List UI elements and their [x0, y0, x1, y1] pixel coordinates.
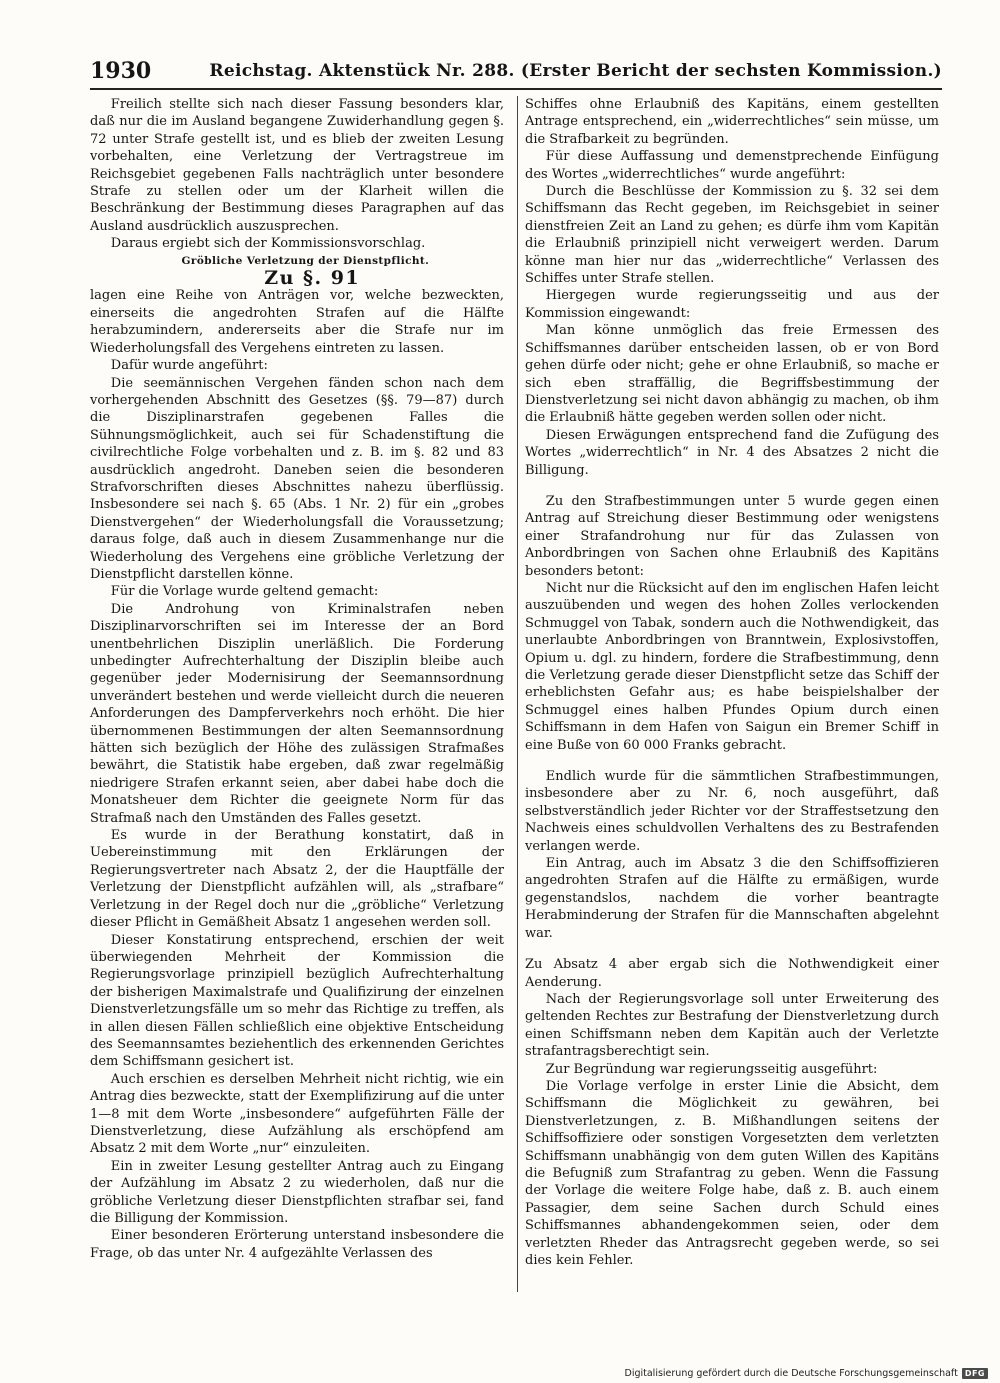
paragraph: Auch erschien es derselben Mehrheit nicht richtig, wie ein Antrag dies bezweckte, statt der Exemplifizirung auf die unter 1—8 mit dem Worte „insbesondere“ aufgeführten Fälle der Dienstverletzung, diese Aufzählung als erschöpfend am Absatz 2 mit dem Worte „nur“ einzuleiten.: [90, 1071, 504, 1157]
paragraph: Zu den Strafbestimmungen unter 5 wurde gegen einen Antrag auf Streichung dieser Bestimmung oder wenigstens einer Strafandrohung nur für das Zulassen von Anbordbringen von Sachen ohne Erlaubniß des Kapitäns besonders betont:: [525, 493, 939, 579]
paragraph: lagen eine Reihe von Anträgen vor, welche bezweckten, einerseits die angedrohten Strafen auf die Hälfte herabzumindern, andererseits aber die Strafe nur im Wiederholungsfall des Vergehens eintreten zu lassen.: [90, 288, 504, 356]
paragraph: Dafür wurde angeführt:: [110, 358, 268, 374]
left-column: [90, 96, 504, 1262]
paragraph: Ein Antrag, auch im Absatz 3 die den Schiffsoffizieren angedrohten Strafen auf die Hälfte zu ermäßigen, wurde gegenstandslos, nachdem die vorher beantragte Herabminderung der Strafen für die Mannschaften abgelehnt war.: [525, 856, 939, 941]
paragraph: Dieser Konstatirung entsprechend, erschien der weit überwiegenden Mehrheit der Kommission die Regierungsvorlage prinzipiell bezüglich Aufrechterhaltung der bisherigen Maximalstrafe und Qualifizirung der einzelnen Dienstverletzungsfälle um so mehr das Richtige zu treffen, als in allen diesen Fällen schließlich eine objektive Entscheidung des Seemannsamtes beziehentlich des erkennenden Gerichtes dem Schiffsmann gesichert ist.: [90, 932, 504, 1070]
paragraph: Daraus ergiebt sich der Kommissionsvorschlag.: [110, 236, 426, 252]
paragraph: Zur Begründung war regierungsseitig ausgeführt:: [545, 1061, 878, 1077]
column-divider: [517, 96, 518, 1292]
paragraph: Ein in zweiter Lesung gestellter Antrag auch zu Eingang der Aufzählung im Absatz 2 zu wiederholen, daß nur die gröbliche Verletzung dieser Dienstpflichten strafbar sei, fand die Billigung der Kommission.: [90, 1158, 504, 1226]
paragraph: Man könne unmöglich das freie Ermessen des Schiffsmannes darüber entscheiden lassen, ob er von Bord gehen dürfe oder nicht; gehe er ohne Erlaubniß, so mache er sich eben straffällig, die Begriffsbestimmung der Dienstverletzung sei nicht davon abhängig zu machen, ob ihm die Erlaubniß hätte gegeben werden sollen oder nicht.: [525, 323, 939, 426]
paragraph: Für die Vorlage wurde geltend gemacht:: [110, 584, 379, 600]
paragraph: Zu Absatz 4 aber ergab sich die Nothwendigkeit einer Aenderung.: [525, 957, 939, 990]
paragraph: Die Androhung von Kriminalstrafen neben Disziplinarvorschriften sei im Interesse der an Bord unentbehrlichen Disziplin unerläßlich. Die Forderung unbedingter Aufrechterhaltung der Disziplin bleibe auch gegenüber jeder Modernisirung der Seemannsordnung unverändert bestehen und werde vielleicht durch die neueren Anforderungen des Dampferverkehrs noch erhöht. Die hier übernommenen Bestimmungen der alten Seemannsordnung hätten sich bezüglich der Höhe des zulässigen Strafmaßes bewährt, die Statistik habe ergeben, daß zwar regelmäßig niedrigere Strafen erkannt seien, aber dabei habe doch die Monatsheuer dem Richter die geeignete Norm für das Strafmaß nach den Umständen des Falles gesetzt.: [90, 601, 504, 826]
digitization-footer: [625, 1366, 988, 1380]
paragraph: Durch die Beschlüsse der Kommission zu §. 32 sei dem Schiffsmann das Recht gegeben, im Reichsgebiet in seiner dienstfreien Zeit an Land zu gehen; es dürfe ihm vom Kapitän die Erlaubniß prinzipiell nicht verweigert werden. Darum könne man hier nur das „widerrechtliche“ Verlassen des Schiffes unter Strafe stellen.: [525, 184, 939, 287]
paragraph: Freilich stellte sich nach dieser Fassung besonders klar, daß nur die im Ausland begangene Zuwiderhandlung gegen §. 72 unter Strafe gestellt ist, und es blieb der zweiten Lesung vorbehalten, eine Verletzung der Vertragstreue im Reichsgebiet gegebenen Falls nachträglich unter besondere Strafe zu stellen oder um der Klarheit willen die Beschränkung der Bestimmung dieses Paragraphen auf das Ausland ausdrücklich auszusprechen.: [90, 97, 504, 234]
paragraph: Die seemännischen Vergehen fänden schon nach dem vorhergehenden Abschnitt des Gesetzes (§§. 79—87) durch die Disziplinarstrafen gegebenen Falles die Sühnungsmöglichkeit, auch sei für Schadenstiftung die civilrechtliche Folge vorbehalten und z. B. im §. 82 und 83 ausdrücklich angedroht. Daneben seien die besonderen Strafvorschriften dieses Abschnittes nahezu überflüssig. Insbesondere sei nach §. 65 (Abs. 1 Nr. 2) für ein „grobes Dienstvergehen“ der Wiederholungsfall die Voraussetzung; daraus folge, daß auch in diesem Zusammenhange nur die Wiederholung des Vergehens eine gröbliche Verletzung der Dienstpflicht darstellen könne.: [90, 375, 504, 582]
paragraph: Die Vorlage verfolge in erster Linie die Absicht, dem Schiffsmann die Möglichkeit zu gewähren, bei Dienstverletzungen, z. B. Mißhandlungen seitens der Schiffsoffiziere oder sonstigen Vorgesetzten dem verletzten Schiffsmann unabhängig von dem guten Willen des Kapitäns die Befugniß zum Strafantrag zu geben. Wenn die Fassung der Vorlage die weitere Folge habe, daß z. B. auch einem Passagier, dem seine Sachen durch Schuld eines Schiffsmannes abhandengekommen seien, oder dem verletzten Rheder das Antragsrecht gegeben werde, so sei dies kein Fehler.: [525, 1078, 939, 1268]
header-rule: [90, 88, 942, 90]
dfg-logo: DFG: [962, 1368, 988, 1379]
section-heading: Zu §. 91: [264, 267, 361, 290]
spacer: [525, 479, 939, 493]
page-number: 1930: [90, 58, 152, 84]
paragraph: Für diese Auffassung und demenstprechende Einfügung des Wortes „widerrechtliches“ wurde angeführt:: [525, 149, 939, 182]
paragraph: Schiffes ohne Erlaubniß des Kapitäns, einem gestellten Antrage entsprechend, ein „widerrechtliches“ sein müsse, um die Strafbarkeit zu begründen.: [525, 97, 939, 147]
section-subheading: Gröbliche Verletzung der Dienstpflicht.: [181, 254, 430, 267]
spacer: [525, 942, 939, 956]
paragraph: Hiergegen wurde regierungsseitig und aus der Kommission eingewandt:: [525, 288, 939, 321]
paragraph: Endlich wurde für die sämmtlichen Strafbestimmungen, insbesondere aber zu Nr. 6, noch ausgeführt, daß selbstverständlich jeder Richter vor der Straffestsetzung den Nachweis eines schuldvollen Verhaltens des zu Bestrafenden verlangen werde.: [525, 769, 939, 854]
paragraph: Es wurde in der Berathung konstatirt, daß in Uebereinstimmung mit den Erklärungen der Regierungsvertreter nach Absatz 2, der die Hauptfälle der Verletzung der Dienstpflicht aufzählen will, als „strafbare“ Verletzung in der Regel doch nur die „gröbliche“ Verletzung dieser Pflicht in Gemäßheit Absatz 1 angesehen werden soll.: [90, 828, 504, 931]
paragraph: Einer besonderen Erörterung unterstand insbesondere die Frage, ob das unter Nr. 4 aufgezählte Verlassen des: [90, 1228, 504, 1261]
paragraph: Diesen Erwägungen entsprechend fand die Zufügung des Wortes „widerrechtlich“ in Nr. 4 des Absatzes 2 nicht die Billigung.: [525, 427, 939, 478]
footer-text: Digitalisierung gefördert durch die Deutsche Forschungsgemeinschaft: [624, 1367, 958, 1379]
right-column: [525, 96, 939, 1269]
page-header: [90, 56, 942, 86]
running-title: Reichstag. Aktenstück Nr. 288. (Erster Bericht der sechsten Kommission.): [209, 61, 942, 81]
spacer: [525, 754, 939, 768]
paragraph: Nach der Regierungsvorlage soll unter Erweiterung des geltenden Rechtes zur Bestrafung der Dienstverletzung durch einen Schiffsmann neben dem Kapitän auch der Verletzte strafantragsberechtigt sein.: [525, 991, 939, 1060]
paragraph: Nicht nur die Rücksicht auf den im englischen Hafen leicht auszuübenden und wegen des hohen Zolles verlockenden Schmuggel von Tabak, sondern auch die Nothwendigkeit, das unerlaubte Anbordbringen von Branntwein, Explosivstoffen, Opium u. dgl. zu hindern, fordere die Strafbestimmung, denn die Verletzung gerade dieser Dienstpflicht setze das Schiff der erheblichsten Gefahr aus; es habe beispielshalber der Schmuggel eines halben Pfundes Opium durch einen Schiffsmann in dem Hafen von Saigun ein Bremer Schiff in eine Buße von 60 000 Franks gebracht.: [525, 580, 939, 753]
